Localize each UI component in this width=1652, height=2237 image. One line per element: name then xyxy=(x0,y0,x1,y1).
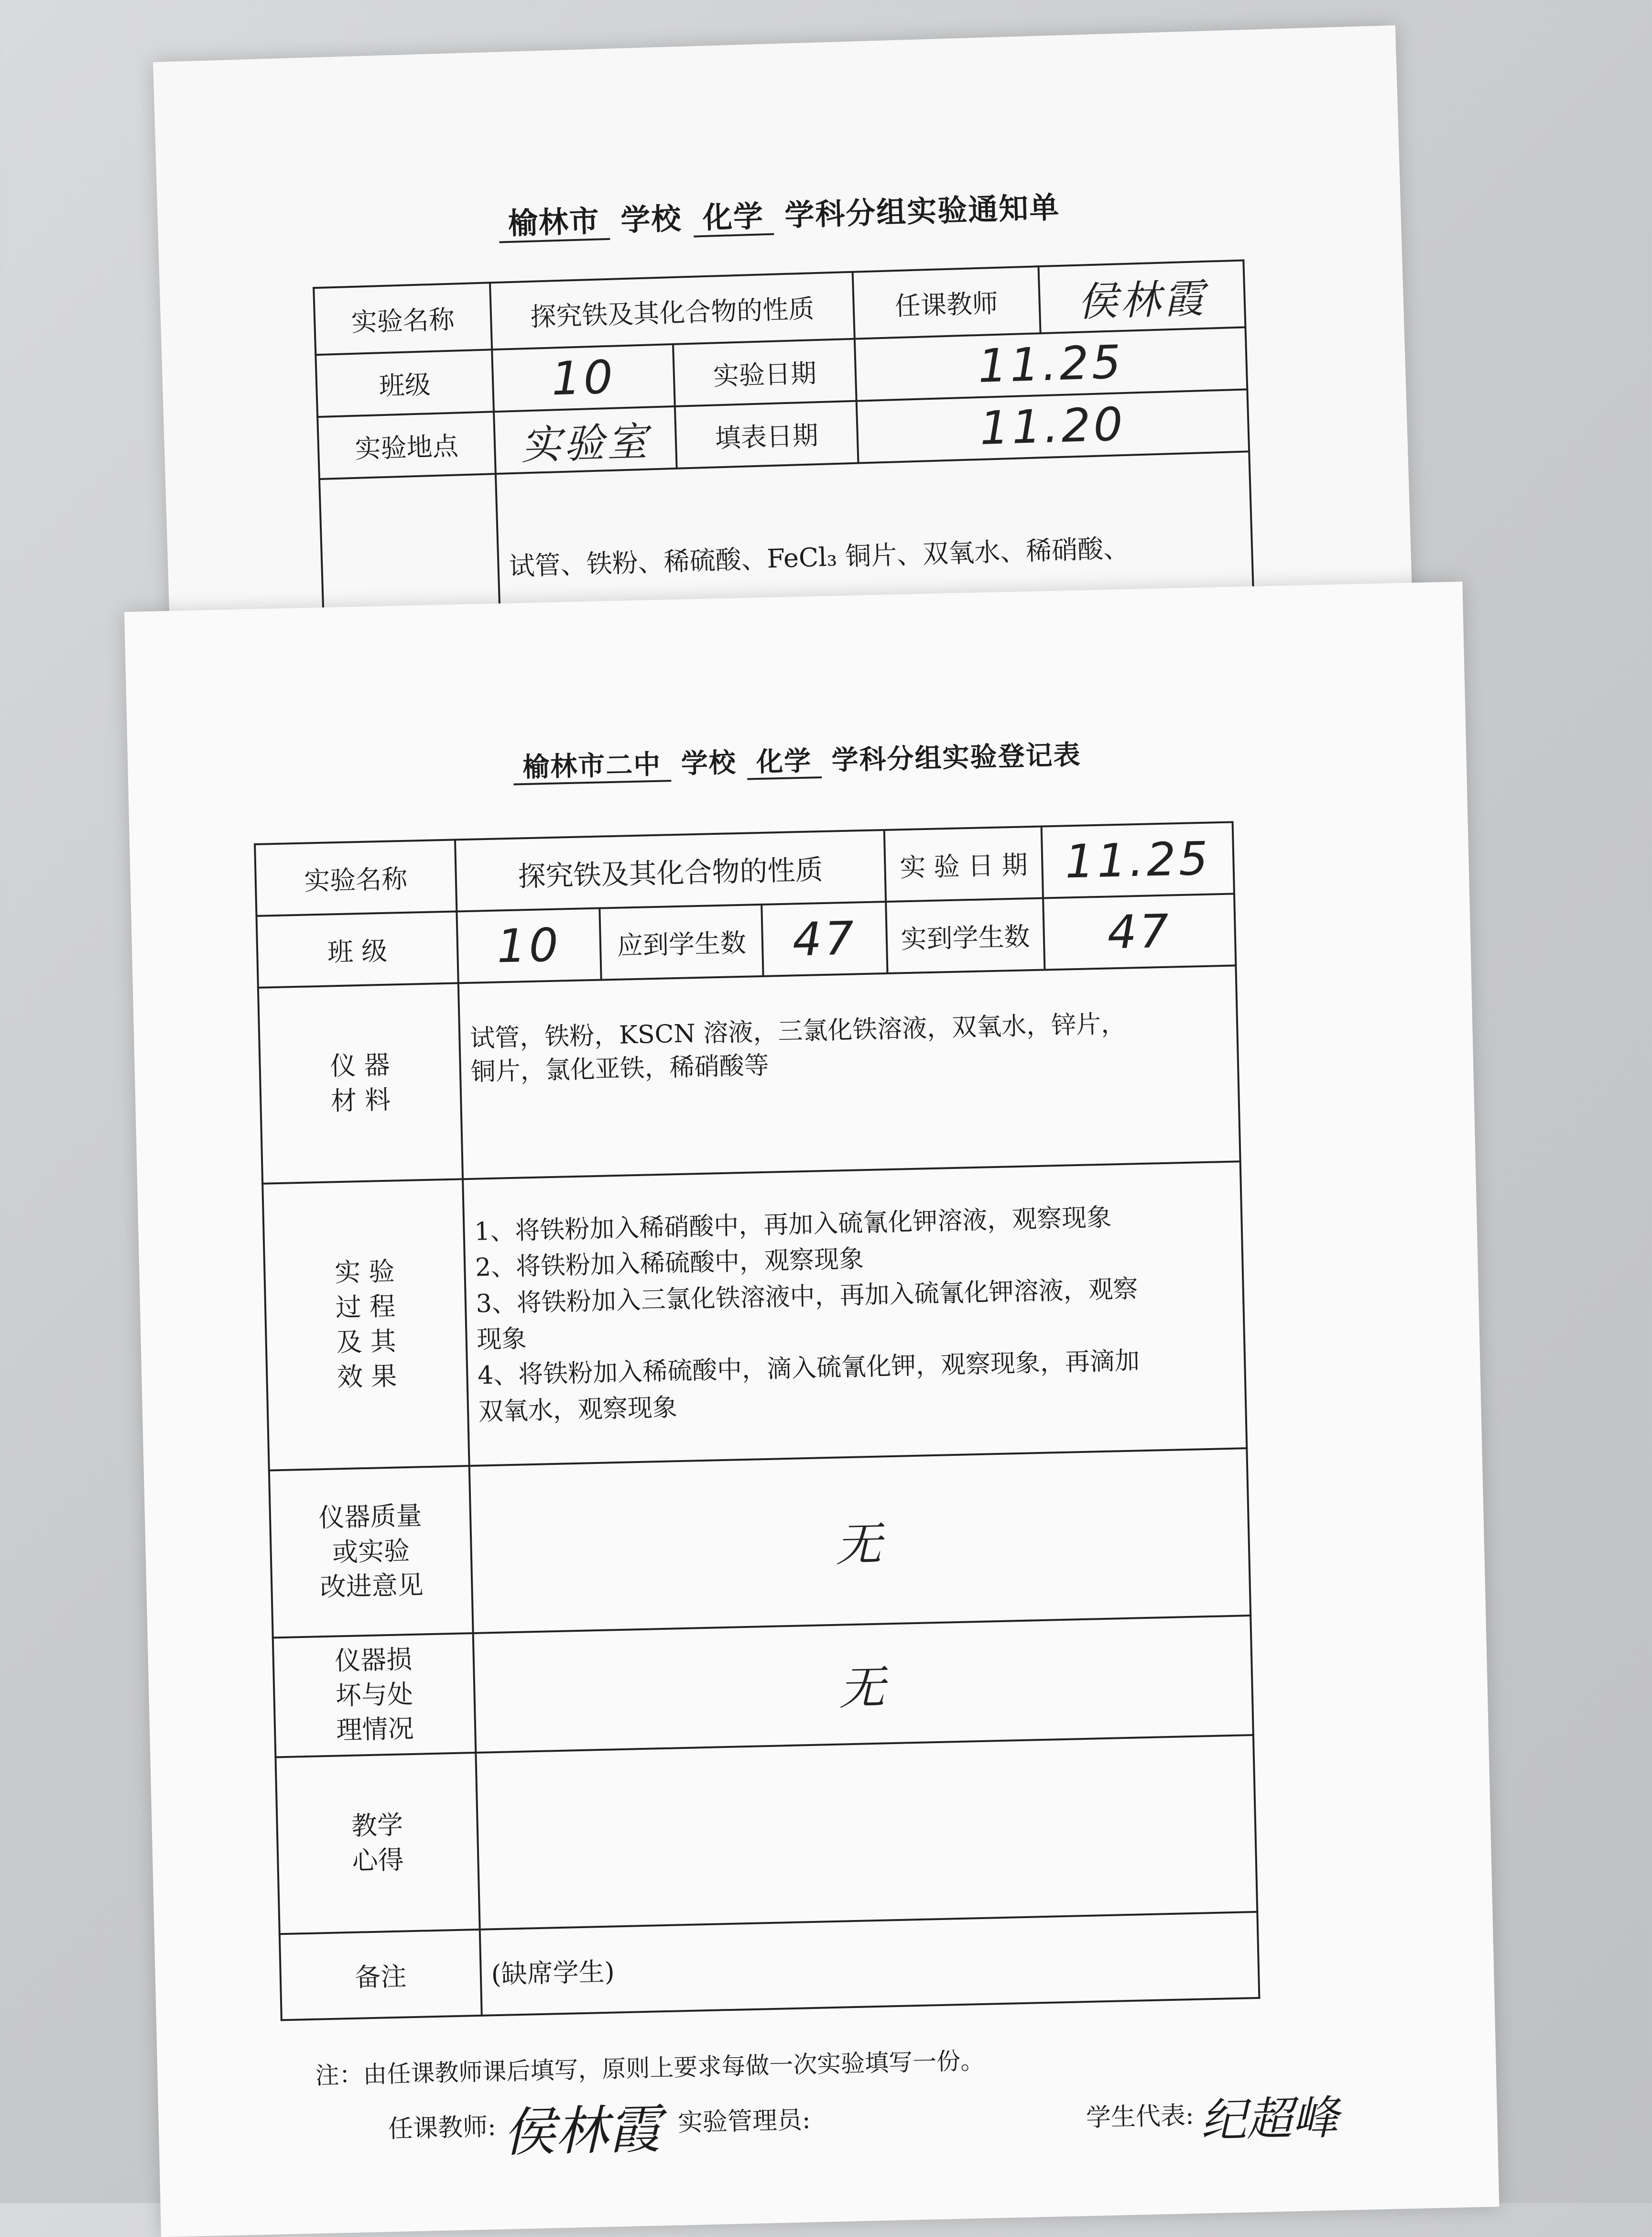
register-title-school-word: 学校 xyxy=(681,747,737,780)
register-note: 注：由任课教师课后填写，原则上要求每做一次实验填写一份。 xyxy=(315,2046,985,2090)
register-value-equipment: 试管，铁粉，KSCN 溶液，三氯化铁溶液，双氧水，锌片， 铜片，氯化亚铁，稀硝酸等 xyxy=(458,965,1240,1179)
register-label-equipment: 仪 器 材 料 xyxy=(258,983,463,1183)
register-title-city: 榆林市二中 xyxy=(513,749,671,785)
register-title xyxy=(128,725,1467,794)
register-label-reflection: 教学 心得 xyxy=(275,1753,479,1934)
register-sheet xyxy=(124,581,1499,2237)
student-rep-signature xyxy=(1086,2081,1339,2152)
register-value-experiment-name: 探究铁及其化合物的性质 xyxy=(455,830,886,911)
register-value-experiment-date: 11.25 xyxy=(1042,822,1234,898)
register-title-subject: 化学 xyxy=(746,745,822,780)
register-label-experiment-name: 实验名称 xyxy=(255,840,456,916)
register-label-quality: 仪器质量 或实验 改进意见 xyxy=(269,1466,473,1637)
teacher-signature-label: 任课教师: xyxy=(388,2112,497,2144)
notice-label-experiment-date: 实验日期 xyxy=(673,339,856,406)
register-value-reflection xyxy=(476,1735,1257,1930)
teacher-signature-name: 侯林霞 xyxy=(502,2098,662,2163)
notice-title-subject: 化学 xyxy=(693,198,774,238)
notice-label-class: 班级 xyxy=(315,349,494,417)
register-value-damage: 无 xyxy=(473,1615,1253,1753)
notice-sheet xyxy=(153,25,1412,636)
register-label-expected-students: 应到学生数 xyxy=(600,905,763,980)
register-title-rest: 学科分组实验登记表 xyxy=(831,739,1082,776)
notice-value-experiment-name: 探究铁及其化合物的性质 xyxy=(490,272,854,349)
register-value-expected-students: 47 xyxy=(762,902,888,976)
notice-label-teacher: 任课教师 xyxy=(852,266,1040,338)
register-value-actual-students: 47 xyxy=(1043,894,1236,970)
notice-value-location: 实验室 xyxy=(494,406,677,474)
notice-value-teacher: 侯林霞 xyxy=(1038,261,1245,334)
register-label-remarks: 备注 xyxy=(280,1930,482,2020)
manager-signature-label: 实验管理员: xyxy=(677,2105,811,2138)
notice-value-fill-date: 11.20 xyxy=(856,389,1249,463)
register-label-class: 班 级 xyxy=(256,911,458,987)
notice-label-experiment-name: 实验名称 xyxy=(314,283,492,355)
register-label-experiment-date: 实 验 日 期 xyxy=(884,827,1043,902)
register-value-class: 10 xyxy=(456,908,601,983)
register-label-damage: 仪器损 坏与处 理情况 xyxy=(273,1633,476,1757)
student-rep-label: 学生代表: xyxy=(1086,2101,1195,2133)
notice-title-rest: 学科分组实验通知单 xyxy=(784,189,1061,233)
notice-label-location: 实验地点 xyxy=(317,412,496,479)
register-value-remarks: (缺席学生) xyxy=(479,1912,1259,2016)
student-rep-name: 纪超峰 xyxy=(1200,2091,1339,2148)
register-value-process: 1、将铁粉加入稀硝酸中，再加入硫氰化钾溶液，观察现象 2、将铁粉加入稀硫酸中，观察现象 3、将铁粉加入三氯化铁溶液中，再加入硫氰化钾溶液，观察 现象 4、将铁粉加入稀硫酸中，滴入硫氰化钾，观察现象，再滴加 双氧水，观察现象 xyxy=(463,1161,1247,1466)
register-label-actual-students: 实到学生数 xyxy=(886,898,1044,973)
teacher-signature xyxy=(387,2084,811,2169)
notice-label-fill-date: 填表日期 xyxy=(675,401,858,469)
notice-title-city: 榆林市 xyxy=(498,203,610,243)
notice-value-experiment-date: 11.25 xyxy=(854,327,1247,401)
notice-value-class: 10 xyxy=(492,344,675,412)
notice-title-school-word: 学校 xyxy=(620,201,683,238)
register-value-quality: 无 xyxy=(469,1448,1250,1633)
notice-value-equipment: 试管、铁粉、稀硫酸、FeCl₃ 铜片、双氧水、稀硝酸、 xyxy=(496,451,1255,665)
register-label-process: 实 验 过 程 及 其 效 果 xyxy=(262,1179,469,1470)
notice-title xyxy=(157,174,1401,253)
register-table xyxy=(254,821,1260,2021)
